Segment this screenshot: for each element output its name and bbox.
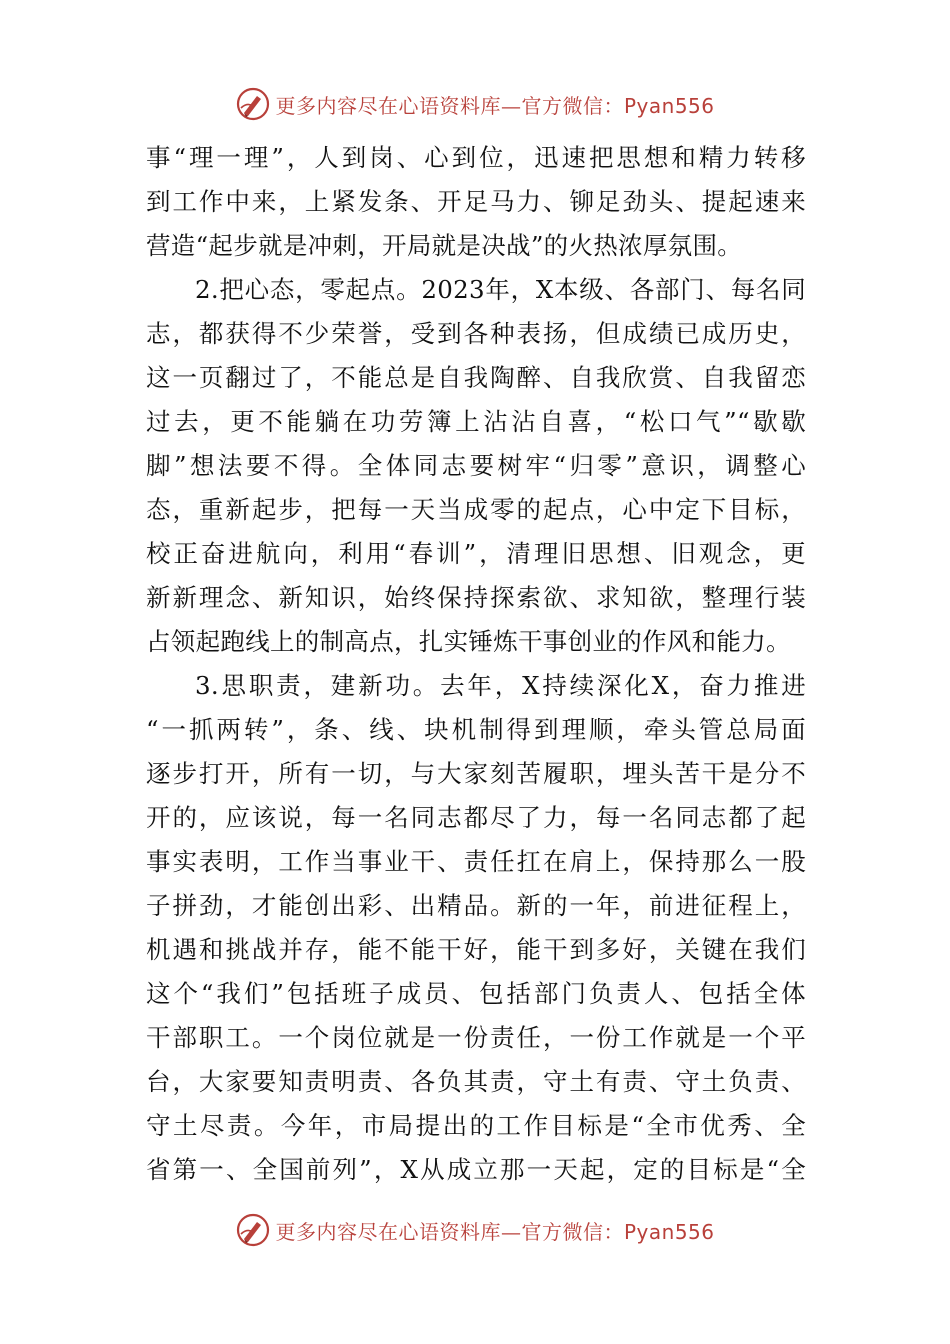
text-line: 机遇和挑战并存，能不能干好，能干到多好，关键在我们 (146, 935, 806, 964)
pen-logo-icon (235, 1212, 271, 1248)
text-line: 2.把心态，零起点。2023年，X本级、各部门、每名同 (195, 275, 806, 304)
text-line: 营造“起步就是冲刺，开局就是决战”的火热浓厚氛围。 (146, 231, 743, 260)
watermark-text: 更多内容尽在心语资料库—官方微信：Pyan556 (275, 1219, 715, 1244)
watermark-text: 更多内容尽在心语资料库—官方微信：Pyan556 (275, 93, 715, 118)
text-line: 事“理一理”，人到岗、心到位，迅速把思想和精力转移 (146, 143, 806, 172)
text-line: 事实表明，工作当事业干、责任扛在肩上，保持那么一股 (146, 847, 806, 876)
text-line: 志，都获得不少荣誉，受到各种表扬，但成绩已成历史， (146, 319, 806, 348)
pen-logo-icon (235, 86, 271, 122)
text-line: 开的，应该说，每一名同志都尽了力，每一名同志都了起 (146, 803, 806, 832)
text-line: 态，重新起步，把每一天当成零的起点，心中定下目标， (146, 495, 806, 524)
text-line: 到工作中来，上紧发条、开足马力、铆足劲头、提起速来 (146, 187, 806, 216)
wechat-id: Pyan556 (623, 93, 715, 118)
text-line: 占领起跑线上的制高点，扎实锤炼干事创业的作风和能力。 (146, 627, 791, 656)
text-line: 3.思职责，建新功。去年，X持续深化X，奋力推进 (195, 671, 806, 700)
text-line: 干部职工。一个岗位就是一份责任，一份工作就是一个平 (146, 1023, 806, 1052)
text-line: “一抓两转”，条、线、块机制得到理顺，牵头管总局面 (146, 715, 806, 744)
text-line: 过去，更不能躺在功劳簿上沾沾自喜，“松口气”“歇歇 (146, 407, 806, 436)
text-line: 守土尽责。今年，市局提出的工作目标是“全市优秀、全 (146, 1111, 806, 1140)
text-line: 新新理念、新知识，始终保持探索欲、求知欲，整理行装 (146, 583, 806, 612)
document-body (146, 136, 806, 1192)
text-line: 这一页翻过了，不能总是自我陶醉、自我欣赏、自我留恋 (146, 363, 806, 392)
text-line: 这个“我们”包括班子成员、包括部门负责人、包括全体 (146, 979, 806, 1008)
watermark-banner-bottom (0, 1208, 950, 1252)
wechat-id: Pyan556 (623, 1219, 715, 1244)
text-line: 逐步打开，所有一切，与大家刻苦履职，埋头苦干是分不 (146, 759, 806, 788)
watermark-banner-top (0, 82, 950, 126)
text-line: 台，大家要知责明责、各负其责，守土有责、守土负责、 (146, 1067, 806, 1096)
text-line: 省第一、全国前列”，X从成立那一天起，定的目标是“全 (146, 1155, 806, 1184)
text-line: 子拼劲，才能创出彩、出精品。新的一年，前进征程上， (146, 891, 806, 920)
text-line: 校正奋进航向，利用“春训”，清理旧思想、旧观念，更 (146, 539, 806, 568)
text-line: 脚”想法要不得。全体同志要树牢“归零”意识，调整心 (146, 451, 806, 480)
